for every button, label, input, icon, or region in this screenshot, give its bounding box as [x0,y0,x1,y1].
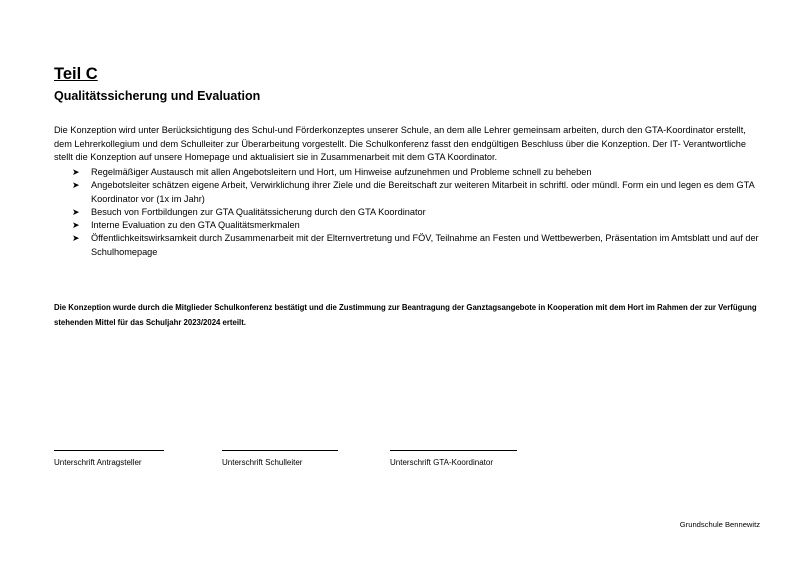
arrowhead-bullet-icon: ➤ [72,167,80,177]
arrowhead-bullet-icon: ➤ [72,220,80,231]
list-item-text: Regelmäßiger Austausch mit allen Angebotsleitern und Hort, um Hinweise aufzunehmen und Probleme schnell zu beheben [91,167,592,177]
list-item-text: Besuch von Fortbildungen zur GTA Qualitätssicherung durch den GTA Koordinator [91,206,426,217]
arrowhead-bullet-icon: ➤ [72,180,80,191]
signature-line [222,450,338,451]
signature-label: Unterschrift Schulleiter [222,458,303,467]
school-name: Grundschule Bennewitz [679,520,760,529]
confirmation-paragraph: Die Konzeption wurde durch die Mitglieder Schulkonferenz bestätigt und die Zustimmung zur Beantragung der Ganztagsangebote in Kooperation mit dem Hort im Rahmen der zur Verfügung stehenden Mittel für das Schuljahr 2023/2024 erteilt. [54,303,757,327]
list-item-text: Öffentlichkeitswirksamkeit durch Zusammenarbeit mit der Elternvertretung und FÖV, Teilnahme an Festen und Wettbewerben, Präsentation im Amtsblatt und auf der Schulhomepage [91,233,759,257]
list-item [72,206,772,219]
intro-paragraph: Die Konzeption wird unter Berücksichtigung des Schul-und Förderkonzeptes unserer Schule, an dem alle Lehrer gemeinsam arbeiten, durch den GTA-Koordinator erstellt, dem Lehrerkollegium und dem Schulleiter zur Überarbeitung vorgestellt. Die Schulkonferenz fasst den endgültigen Beschluss über die Konzeption. Der IT- Verantwortliche stellt die Konzeption auf unsere Homepage und aktualisiert sie in Zusammenarbeit mit dem GTA Koordinator. [54,125,746,162]
measures-list [72,166,772,259]
list-item [72,219,772,232]
signature-label: Unterschrift GTA-Koordinator [390,458,493,467]
list-item-text: Angebotsleiter schätzen eigene Arbeit, Verwirklichung ihrer Ziele und die Bereitschaft zur weiteren Mitarbeit in schriftl. oder mündl. Form ein und legen es dem GTA Koordinator vor (1x im Jahr) [91,180,755,204]
section-title: Teil C [54,65,98,83]
signature-block-applicant [54,450,164,469]
signature-line [390,450,517,451]
arrowhead-bullet-icon: ➤ [72,206,80,217]
list-item [72,232,772,259]
signature-block-principal [222,450,338,469]
arrowhead-bullet-icon: ➤ [72,233,80,244]
signature-label: Unterschrift Antragsteller [54,458,142,467]
list-item-text: Interne Evaluation zu den GTA Qualitätsmerkmalen [91,220,300,231]
list-item [72,179,772,206]
list-item [72,166,772,179]
signature-line [54,450,164,451]
section-subtitle: Qualitätssicherung und Evaluation [54,89,261,103]
signature-block-coordinator [390,450,517,469]
